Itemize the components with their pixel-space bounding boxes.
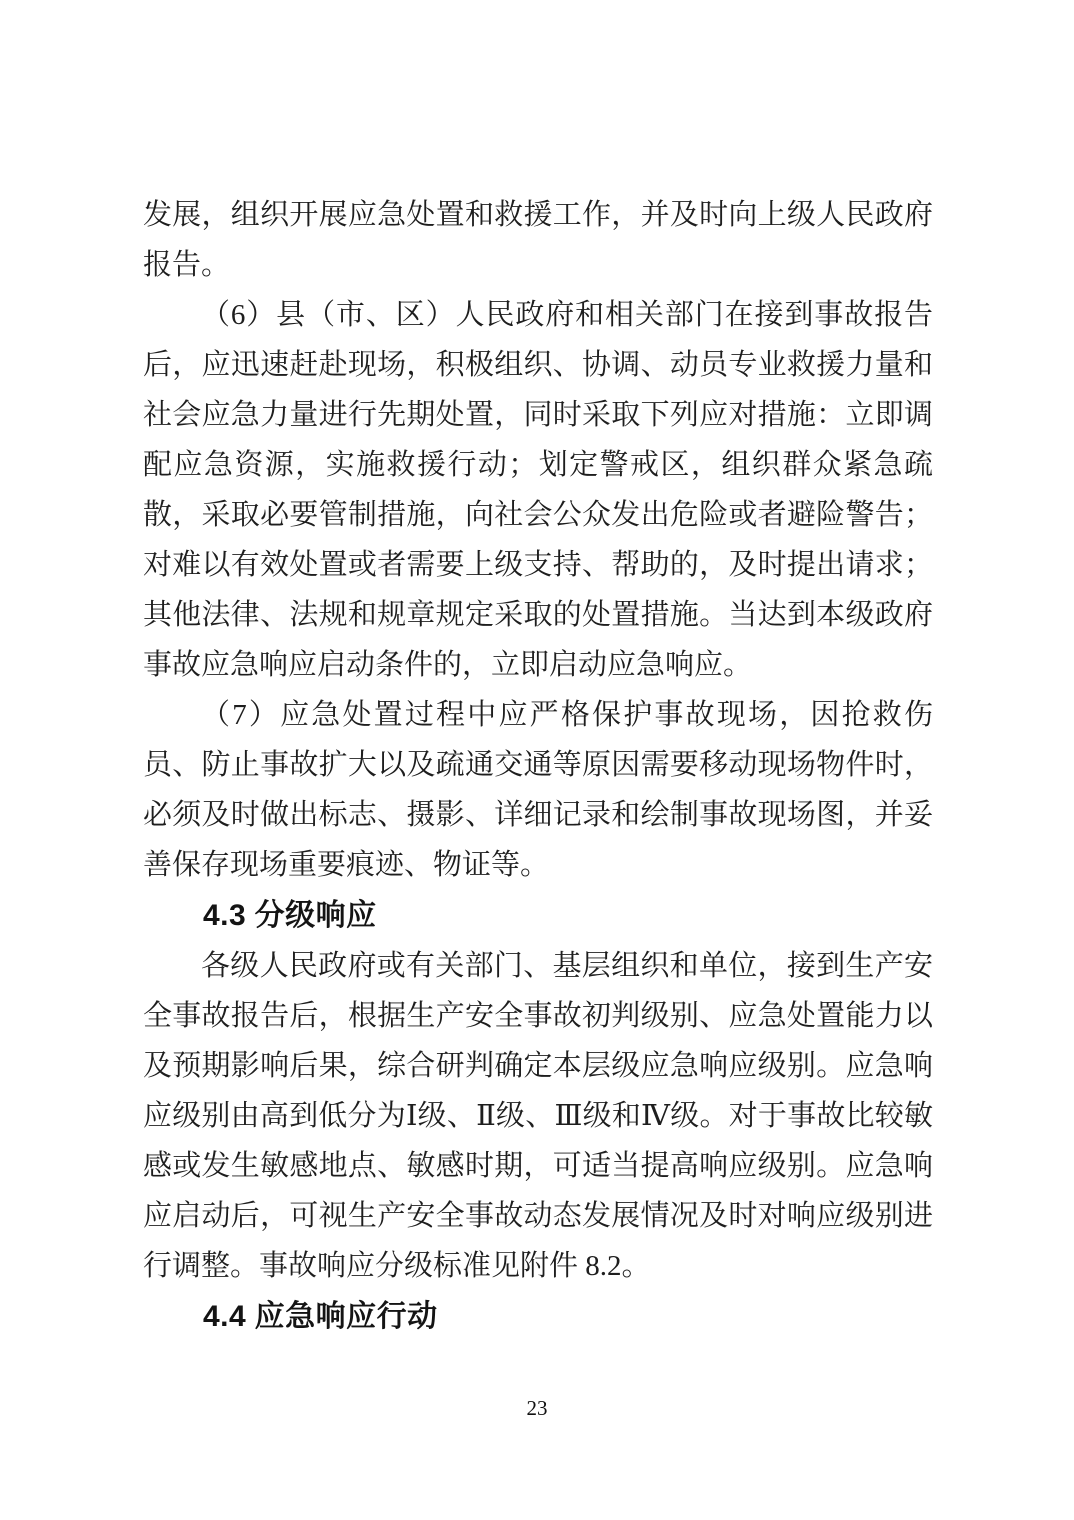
paragraph-item-7: （7）应急处置过程中应严格保护事故现场，因抢救伤员、防止事故扩大以及疏通交通等原因需要移动现场物件时，必须及时做出标志、摄影、详细记录和绘制事故现场图，并妥善保存现场重要痕迹、物证等。 bbox=[143, 699, 933, 881]
section-4-4-number: 4.4 bbox=[203, 1300, 247, 1333]
page-body bbox=[143, 190, 933, 1342]
section-4-4-title: 应急响应行动 bbox=[254, 1300, 438, 1333]
section-heading-4-4 bbox=[143, 1291, 933, 1342]
paragraph-item-6: （6）县（市、区）人民政府和相关部门在接到事故报告后，应迅速赶赴现场，积极组织、协调、动员专业救援力量和社会应急力量进行先期处置，同时采取下列应对措施：立即调配应急资源，实施救援行动；划定警戒区，组织群众紧急疏散，采取必要管制措施，向社会公众发出危险或者避险警告；对难以有效处置或者需要上级支持、帮助的，及时提出请求；其他法律、法规和规章规定采取的处置措施。当达到本级政府事故应急响应启动条件的，立即启动应急响应。 bbox=[143, 299, 933, 681]
paragraph-graded-response: 各级人民政府或有关部门、基层组织和单位，接到生产安全事故报告后，根据生产安全事故初判级别、应急处置能力以及预期影响后果，综合研判确定本层级应急响应级别。应急响应级别由高到低分为Ⅰ级、Ⅱ级、Ⅲ级和Ⅳ级。对于事故比较敏感或发生敏感地点、敏感时期，可适当提高响应级别。应急响应启动后，可视生产安全事故动态发展情况及时对响应级别进行调整。事故响应分级标准见附件 8.2。 bbox=[143, 950, 933, 1282]
section-heading-4-3 bbox=[143, 890, 933, 941]
section-4-3-title: 分级响应 bbox=[254, 899, 377, 932]
section-4-3-number: 4.3 bbox=[203, 899, 247, 932]
page-number: 23 bbox=[526, 1396, 548, 1420]
page-footer bbox=[0, 1394, 1074, 1422]
paragraph-continuation: 发展，组织开展应急处置和救援工作，并及时向上级人民政府报告。 bbox=[143, 199, 933, 281]
